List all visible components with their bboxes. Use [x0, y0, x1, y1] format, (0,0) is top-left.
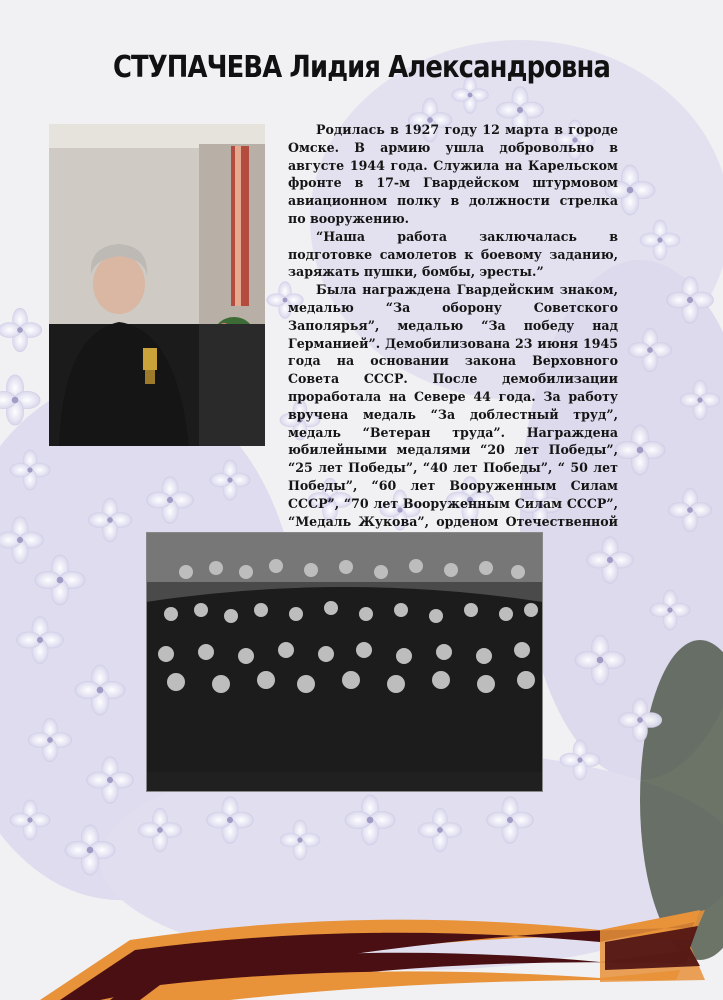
page-title: СТУПАЧЕВА Лидия Александровна — [112, 50, 611, 85]
biography-text — [288, 121, 618, 548]
st-george-ribbon — [0, 870, 723, 1000]
bio-paragraph-1: Родилась в 1927 году 12 марта в городе Омске. В армию ушла добровольно в августе 1944 года. Служила на Карельском фронте в 17-м Гвардейском штурмовом авиационном полку в должности стрелка по вооружению. — [288, 122, 618, 226]
bio-paragraph-2: “Наша работа заключалась в подготовке самолетов к боевому заданию, заряжать пушки, бомбы, эресты.” — [288, 228, 618, 280]
group-photo — [146, 532, 543, 792]
bio-paragraph-3: Была награждена Гвардейским знаком, медалью “За оборону Советского Заполярья”, медалью “За победу над Германией”. Демобилизована 23 июня 1945 года на основании закона Верховного Совета СССР. После демобилизации проработала на Севере 44 года. За работу вручена медаль “За доблестный труд”, медаль “Ветеран труда”. Награждена юбилейными медалями “20 лет Победы”, “25 лет Победы”, “40 лет Победы”, “ 50 лет Победы”, “60 лет Вооруженным Силам СССР”, “70 лет Вооруженным Силам СССР”, “Медаль Жукова”, орденом Отечественной — [288, 282, 618, 529]
portrait-photo — [49, 124, 265, 446]
